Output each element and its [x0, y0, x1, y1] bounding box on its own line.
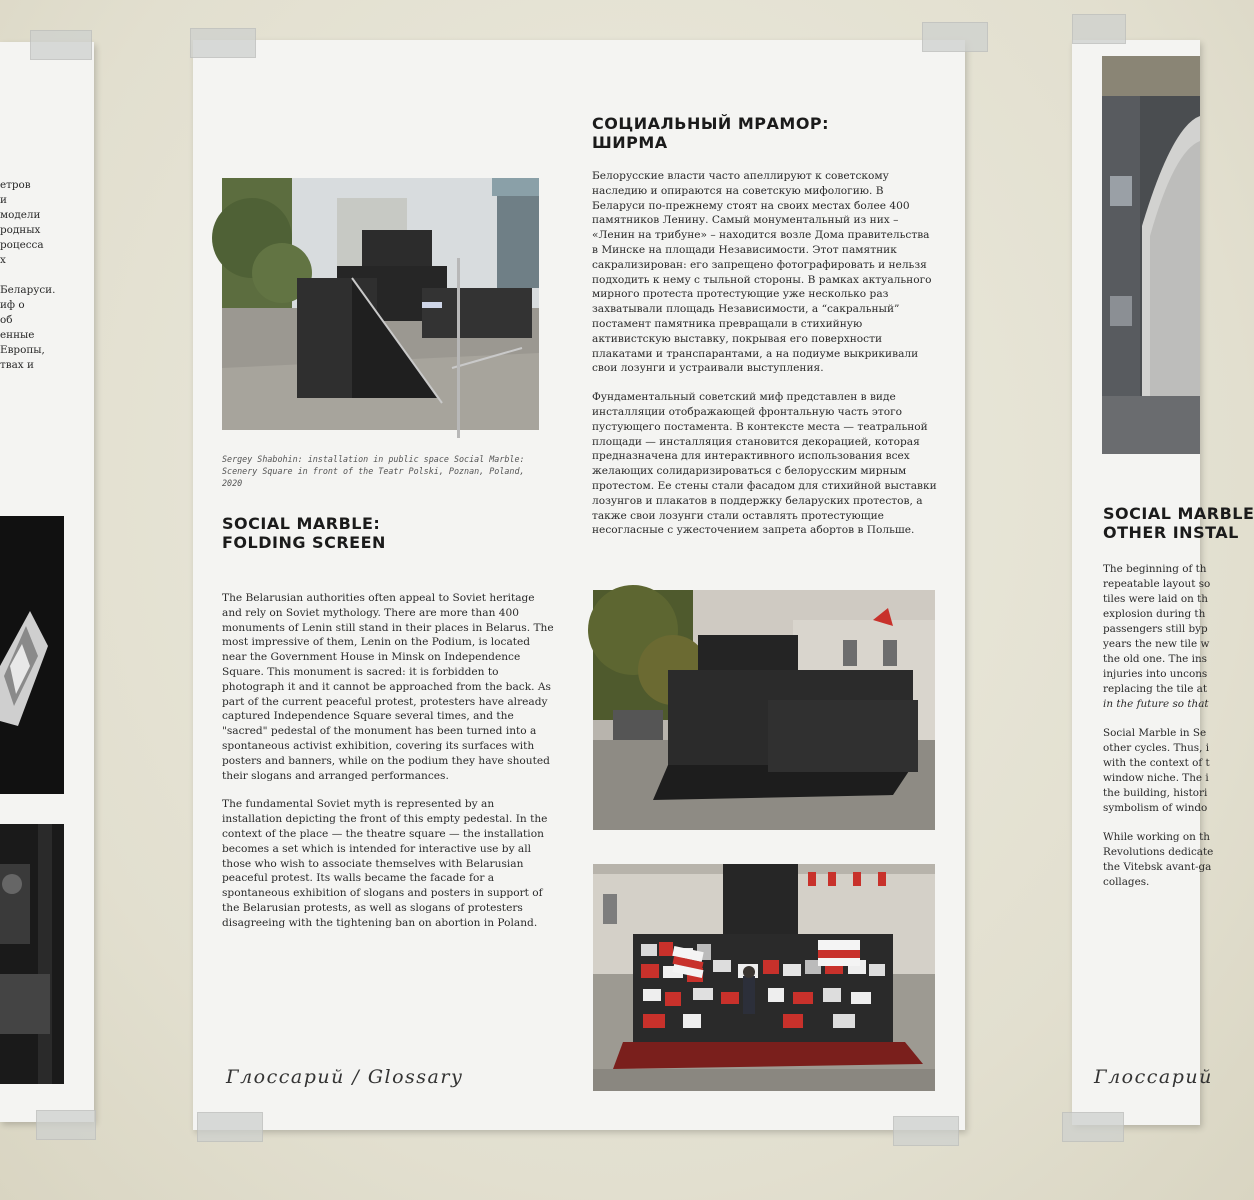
right-photo-installation: [1102, 56, 1200, 454]
photo-caption: Sergey Shabohin: installation in public space Social Marble: Scenery Square in front of the Teatr Polski, Poznan, Poland, 2020: [222, 454, 525, 488]
right-text-fragment-2: Social Marble in Se other cycles. Thus, i with the context of t window niche. The i the building, histori symbolism of windo: [1103, 727, 1210, 814]
right-text-fragment-3: While working on th Revolutions dedicate the Vitebsk avant-ga collages.: [1103, 831, 1214, 888]
glossary-footer: Глоссарий / Glossary: [226, 1066, 464, 1088]
tape-strip: [1062, 1112, 1124, 1142]
heading-ru: СОЦИАЛЬНЫЙ МРАМОР: ШИРМА: [592, 114, 830, 152]
tape-strip: [1072, 14, 1126, 44]
body-text-en: The Belarusian authorities often appeal to Soviet heritage and rely on Soviet mythology. There are more than 400 monuments of Lenin still stand in their places in Belarus. The most impressive of them, Lenin on the Podium, is located near the Government House in Minsk on Independence Square. This monument is sacred: it is forbidden to photograph it and it cannot be approached from the back. As part of the current peaceful protest, protesters have already captured Independence Square several times, and the "sacred" pedestal of the monument has been turned into a spontaneous activist exhibition, covering its surfaces with posters and banners, while on the podium they have shouted their slogans and arranged performances. The fundamental Soviet myth is represented by an installation depicting the front of this empty pedestal. In the context of the place — the theatre square — the installation becomes a set which is intended for interactive use by all those who wish to associate themselves with Belarusian peaceful protest. Its walls became the facade for a spontaneous exhibition of slogans and posters in support of the Belarusian protests, as well as slogans of protesters disagreeing with the tightening ban on abortion in Poland.: [222, 592, 554, 929]
tape-strip: [922, 22, 988, 52]
heading-en: SOCIAL MARBLE: FOLDING SCREEN: [222, 514, 386, 552]
right-heading: SOCIAL MARBLE OTHER INSTAL: [1103, 504, 1254, 542]
right-glossary-footer: Глоссарий: [1094, 1066, 1213, 1088]
tape-strip: [190, 28, 256, 58]
left-text-fragment-bottom: Беларуси. иф о об енные Европы, твах и: [0, 284, 56, 371]
photo-installation-night: [593, 590, 935, 830]
body-text-ru: Белорусские власти часто апеллируют к советскому наследию и опираются на советскую мифологию. В Беларуси по-прежнему стоят на своих местах более 400 памятников Ленину. Самый монументальный из них – «Ленин на трибуне» – находится возле Дома правительства в Минске на площади Независимости. Этот памятник сакрализирован: его запрещено фотографировать и нельзя подходить к нему с тыльной стороны. В рамках актуального мирного протеста протестующие уже несколько раз захватывали площадь Независимости, а “сакральный” постамент памятника превращали в стихийную активистскую выставку, покрывая его поверхности плакатами и транспарантами, а на подиуме выкрикивали свои лозунги и устраивали выступления. Фундаментальный советский миф представлен в виде инсталляции отображающей фронтальную часть этого пустующего постамента. В контексте места — театральной площади — инсталляция становится декорацией, которая предназначена для интерактивного использования всех желающих солидаризироваться с белорусским мирным протестом. Ее стены стали фасадом для стихийной выставки лозунгов и плакатов в поддержку беларуских протестов, а также свои лозунги стали оставлять протестующие несогласные с ужесточением запрета абортов в Польше.: [592, 170, 937, 537]
right-text-fragment-1: The beginning of th repeatable layout so tiles were laid on th explosion during th passengers still byp years the new tile w the old one. The ins injuries into uncons replacing the tile at in the future so that: [1103, 563, 1211, 710]
tape-strip: [30, 30, 92, 60]
left-text-fragment-top: етров и модели родных роцесса х: [0, 179, 44, 266]
left-photo-marble: [0, 516, 64, 794]
left-photo-interior: [0, 824, 64, 1084]
tape-strip: [36, 1110, 96, 1140]
tape-strip: [197, 1112, 263, 1142]
photo-installation-protest: [593, 864, 935, 1091]
tape-strip: [893, 1116, 959, 1146]
photo-installation-day: [222, 178, 539, 430]
